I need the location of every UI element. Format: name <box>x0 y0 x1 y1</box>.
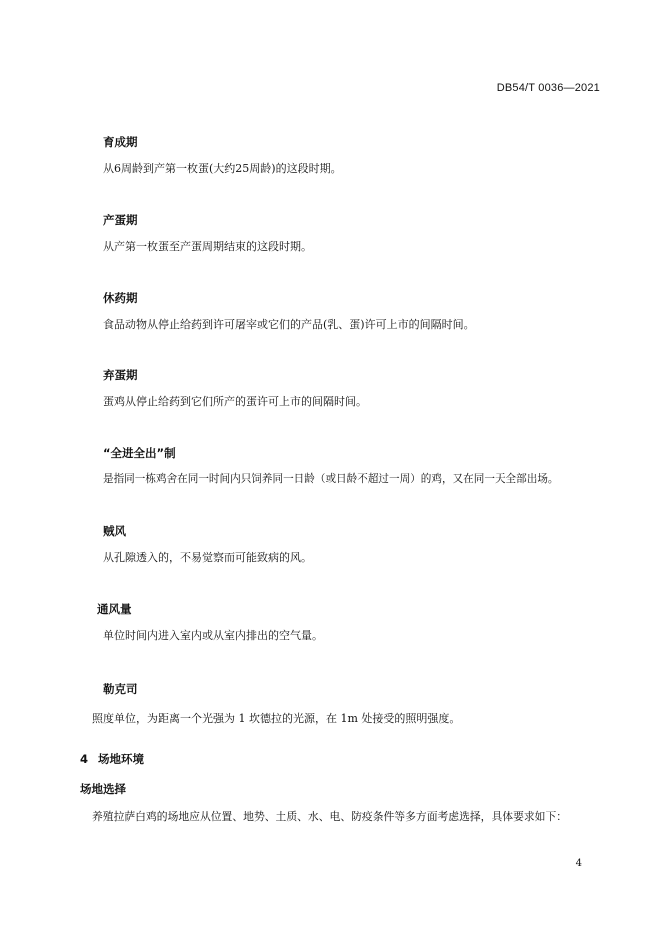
term-heading: 休药期 <box>103 291 138 305</box>
term-heading: 贼风 <box>103 524 126 538</box>
section-heading <box>80 751 144 767</box>
term-heading: 育成期 <box>103 135 138 149</box>
term-heading: 通风量 <box>97 602 132 616</box>
term-heading: 弃蛋期 <box>103 368 138 382</box>
term-definition: 蛋鸡从停止给药到它们所产的蛋许可上市的间隔时间。 <box>103 395 367 408</box>
term-definition: 食品动物从停止给药到许可屠宰或它们的产品(乳、蛋)许可上市的间隔时间。 <box>103 318 475 331</box>
term-definition: 是指同一栋鸡舍在同一时间内只饲养同一日龄（或日龄不超过一周）的鸡，又在同一天全部出场。 <box>103 473 559 485</box>
standard-code: DB54/T 0036—2021 <box>496 82 600 94</box>
subsection-heading: 场地选择 <box>80 782 126 796</box>
section-title: 场地环境 <box>98 752 144 766</box>
subsection-body-text: 养殖拉萨白鸡的场地应从位置、地势、土质、水、电、防疫条件等多方面考虑选择，具体要求如下： <box>92 810 568 823</box>
term-definition: 从6周龄到产第一枚蛋(大约25周龄)的这段时期。 <box>103 162 342 175</box>
term-definition: 单位时间内进入室内或从室内排出的空气量。 <box>103 629 323 642</box>
term-definition: 从产第一枚蛋至产蛋周期结束的这段时期。 <box>103 240 312 253</box>
term-definition: 照度单位，为距离一个光强为 1 坎德拉的光源，在 1m 处接受的照明强度。 <box>92 712 461 725</box>
section-number: 4 <box>80 752 89 766</box>
term-heading: 勒克司 <box>103 682 138 696</box>
term-heading: “全进全出”制 <box>103 446 176 460</box>
term-heading: 产蛋期 <box>103 213 138 227</box>
term-definition: 从孔隙透入的，不易觉察而可能致病的风。 <box>103 551 312 564</box>
page-number: 4 <box>575 858 582 869</box>
